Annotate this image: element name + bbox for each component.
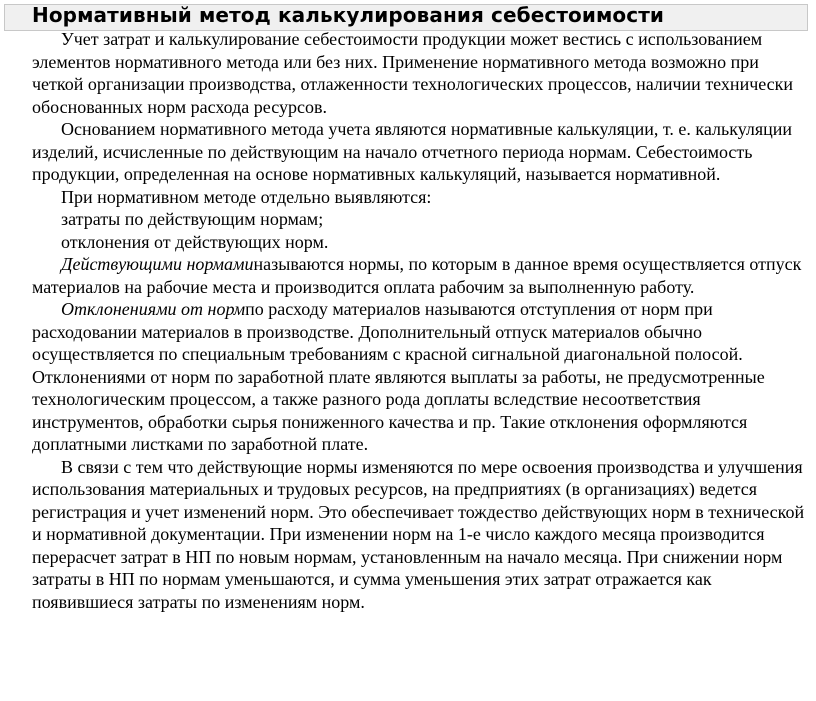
paragraph-2: Основанием нормативного метода учета являются нормативные калькуляции, т. е. калькуляции изделий, исчисленные по действующим на начало отчетного периода нормам. Себестоимость продукции, определенная на основе нормативных калькуляций, называется нормативной. <box>32 119 793 184</box>
term-deviations: Отклонениями от норм <box>61 299 246 319</box>
paragraph-6-text: называются нормы, по которым в данное время осуществляется отпуск материалов на рабочие места и производится оплата рабочим за выполненную работу. <box>32 254 802 297</box>
paragraph-1: Учет затрат и калькулирование себестоимости продукции может вестись с использованием элементов нормативного метода или без них. Применение нормативного метода возможно при четкой организации производства, отлаженности технологических процессов, наличии технически обоснованных норм расхода ресурсов. <box>32 29 794 117</box>
paragraph-6 <box>32 253 812 298</box>
document-body <box>32 28 812 613</box>
term-current-norms: Действующими нормами <box>61 254 254 274</box>
paragraph-5: отклонения от действующих норм. <box>61 231 329 252</box>
paragraph-7 <box>32 298 812 456</box>
paragraph-7-text: по расходу материалов называются отступления от норм при расходовании материалов в производстве. Дополнительный отпуск материалов обычно осуществляется по специальным требованиям с красной сигнальной диагональной полосой. Отклонениями от норм по заработной плате являются выплаты за работы, не предусмотренные технологическим процессом, а также разного рода доплаты вследствие несоответствия инструментов, обработки сырья пониженного качества и пр. Такие отклонения оформляются доплатными листками по заработной плате. <box>32 299 765 454</box>
page-title: Нормативный метод калькулирования себестоимости <box>32 3 665 27</box>
paragraph-4: затраты по действующим нормам; <box>61 209 324 229</box>
paragraph-8: В связи с тем что действующие нормы изменяются по мере освоения производства и улучшения использования материальных и трудовых ресурсов, на предприятиях (в организациях) ведется регистрация и учет изменений норм. Это обеспечивает тождество действующих норм в технической и нормативной документации. При изменении норм на 1-е число каждого месяца производится перерасчет затрат в НП по новым нормам, установленным на начало месяца. При снижении норм затраты в НП по нормам уменьшаются, и сумма уменьшения этих затрат отражается как появившиеся затраты по изменениям норм. <box>32 456 805 612</box>
paragraph-3: При нормативном методе отдельно выявляются: <box>61 186 432 207</box>
